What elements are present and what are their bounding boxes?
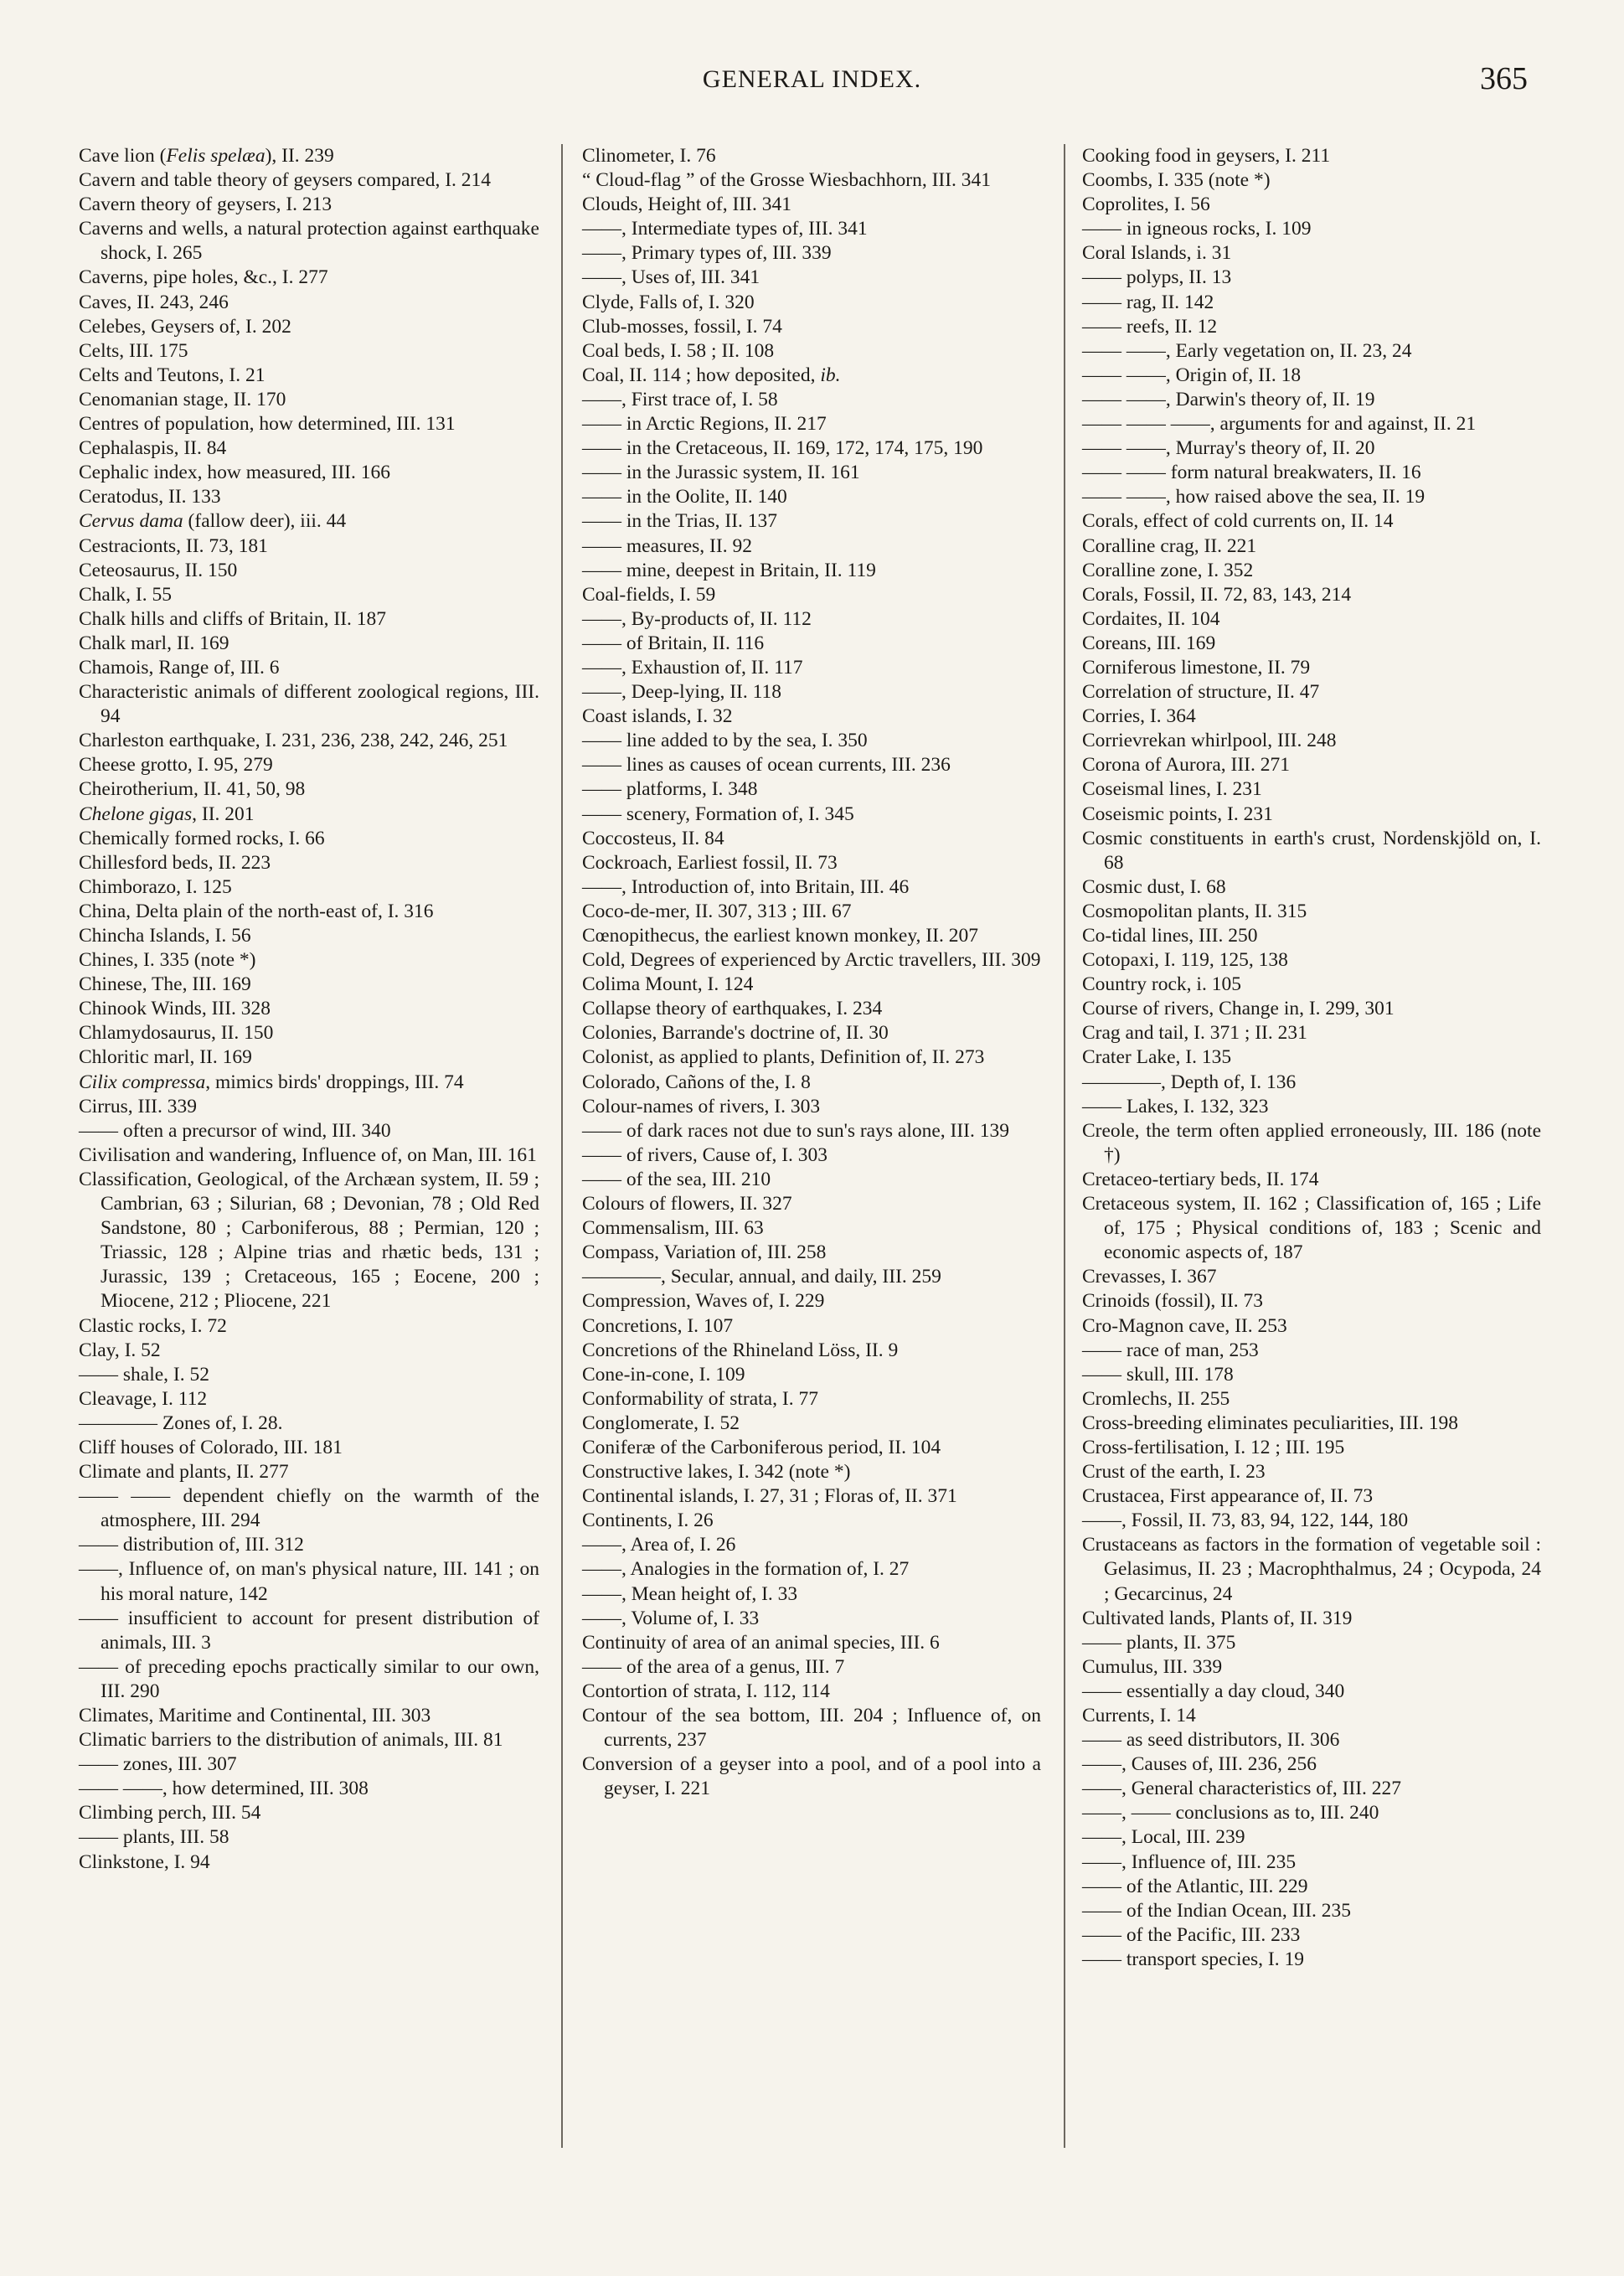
index-entry: —— in Arctic Regions, II. 217 <box>582 413 827 436</box>
index-entry: Chamois, Range of, III. 6 <box>79 656 280 679</box>
index-entry: ————, Depth of, I. 136 <box>1082 1071 1297 1093</box>
index-entry: Crust of the earth, I. 23 <box>1082 1461 1266 1484</box>
index-entry: ————, Secular, annual, and daily, III. 259 <box>582 1266 941 1288</box>
index-entry: Coombs, I. 335 (note *) <box>1082 169 1271 192</box>
index-entry: Crater Lake, I. 135 <box>1082 1046 1232 1069</box>
index-entry: Cheirotherium, II. 41, 50, 98 <box>79 778 306 801</box>
index-entry: Crustacea, First appearance of, II. 73 <box>1082 1485 1374 1508</box>
index-entry: —— skull, III. 178 <box>1082 1363 1234 1386</box>
index-entry: Cretaceo-tertiary beds, II. 174 <box>1082 1168 1319 1190</box>
index-entry: Clay, I. 52 <box>79 1339 161 1361</box>
index-entry: —— of the area of a genus, III. 7 <box>582 1655 845 1678</box>
index-entry: Concretions, I. 107 <box>582 1314 734 1337</box>
index-entry: Contour of the sea bottom, III. 204 ; Influence of, on currents, 237 <box>582 1705 1041 1752</box>
index-entry: Chimborazo, I. 125 <box>79 875 232 898</box>
index-entry: Cromlechs, II. 255 <box>1082 1387 1230 1410</box>
index-entry: Cold, Degrees of experienced by Arctic travellers, III. 309 <box>582 949 1041 972</box>
index-entry: Corniferous limestone, II. 79 <box>1082 656 1311 679</box>
index-entry: Characteristic animals of different zoological regions, III. 94 <box>79 681 539 728</box>
index-entry: Cotopaxi, I. 119, 125, 138 <box>1082 949 1288 972</box>
index-entry: —— race of man, 253 <box>1082 1339 1259 1361</box>
index-entry: ——, Deep-lying, II. 118 <box>582 681 781 704</box>
index-entry: Contortion of strata, I. 112, 114 <box>582 1680 830 1702</box>
index-entry: Classification, Geological, of the Archæan system, II. 59 ; Cambrian, 63 ; Silurian, 68 ; Devonian, 78 ; Old Red Sandstone, 80 ; Carboniferous, 88 ; Permian, 120 ; Triassic, 128 ; Alpine trias and rhætic beds, 131 ; Jurassic, 139 ; Cretaceous, 165 ; Eocene, 200 ; Miocene, 212 ; Pliocene, 221 <box>79 1168 539 1313</box>
index-entry: Cosmic dust, I. 68 <box>1082 875 1226 898</box>
index-entry: Colonist, as applied to plants, Definition of, II. 273 <box>582 1046 985 1069</box>
index-entry: Chinese, The, III. 169 <box>79 973 251 996</box>
entry-text: Cave lion ( <box>79 145 167 167</box>
index-entry: —— in igneous rocks, I. 109 <box>1082 218 1312 240</box>
index-entry: Clouds, Height of, III. 341 <box>582 194 791 216</box>
index-entry: ——, Fossil, II. 73, 83, 94, 122, 144, 180 <box>1082 1510 1409 1532</box>
index-entry: Correlation of structure, II. 47 <box>1082 681 1320 704</box>
index-entry: Cro-Magnon cave, II. 253 <box>1082 1314 1287 1337</box>
index-entry: Concretions of the Rhineland Löss, II. 9 <box>582 1339 899 1361</box>
index-entry: —— of the Indian Ocean, III. 235 <box>1082 1899 1352 1922</box>
index-entry: —— measures, II. 92 <box>582 534 752 557</box>
index-entry: Clyde, Falls of, I. 320 <box>582 291 755 313</box>
index-entry: Conformability of strata, I. 77 <box>582 1387 818 1410</box>
index-entry: —— ——, how determined, III. 308 <box>79 1778 369 1800</box>
index-entry: —— in the Cretaceous, II. 169, 172, 174, 175, 190 <box>582 437 983 460</box>
index-entry: Coal beds, I. 58 ; II. 108 <box>582 339 775 362</box>
index-entry: —— of rivers, Cause of, I. 303 <box>582 1143 828 1166</box>
index-entry: Caverns, pipe holes, &c., I. 277 <box>79 266 328 289</box>
index-entry: ——, —— conclusions as to, III. 240 <box>1082 1802 1379 1824</box>
index-entry: —— polyps, II. 13 <box>1082 266 1232 289</box>
index-entry: Coseismic points, I. 231 <box>1082 803 1273 825</box>
index-entry: Corals, effect of cold currents on, II. 14 <box>1082 510 1394 533</box>
column-rule-2 <box>1064 144 1065 2148</box>
index-entry: Cultivated lands, Plants of, II. 319 <box>1082 1607 1353 1629</box>
index-entry: Corona of Aurora, III. 271 <box>1082 754 1290 777</box>
index-entry: ——, Exhaustion of, II. 117 <box>582 656 803 679</box>
index-entry: Cross-breeding eliminates peculiarities, III. 198 <box>1082 1412 1458 1434</box>
index-entry: Chloritic marl, II. 169 <box>79 1046 252 1069</box>
index-entry: Coralline crag, II. 221 <box>1082 534 1257 557</box>
index-entry: Chalk, I. 55 <box>79 583 172 606</box>
index-entry: Cooking food in geysers, I. 211 <box>1082 145 1331 167</box>
index-entry: Cestracionts, II. 73, 181 <box>79 534 268 557</box>
index-entry: Cœnopithecus, the earliest known monkey, II. 207 <box>582 925 978 947</box>
index-column-2 <box>582 144 1041 1801</box>
index-entry: —— ——, how raised above the sea, II. 19 <box>1082 486 1426 508</box>
italic-term: Felis spelæa <box>166 145 266 167</box>
italic-term: Cilix compressa <box>79 1071 206 1093</box>
index-entry: —— ——, Murray's theory of, II. 20 <box>1082 437 1375 460</box>
entry-text: , II. 201 <box>192 803 255 825</box>
index-entry: —— distribution of, III. 312 <box>79 1534 304 1556</box>
index-entry: Country rock, i. 105 <box>1082 973 1241 996</box>
index-entry: Cretaceous system, II. 162 ; Classification of, 165 ; Life of, 175 ; Physical conditions of, 183 ; Scenic and economic aspects of, 187 <box>1082 1193 1541 1264</box>
index-entry: Clinkstone, I. 94 <box>79 1850 210 1873</box>
index-entry: Cavern and table theory of geysers compared, I. 214 <box>79 169 492 192</box>
index-entry: Chillesford beds, II. 223 <box>79 851 271 874</box>
index-entry: Colonies, Barrande's doctrine of, II. 30 <box>582 1022 889 1045</box>
index-entry: Continuity of area of an animal species, III. 6 <box>582 1631 940 1654</box>
index-entry: Ceteosaurus, II. 150 <box>79 559 238 581</box>
index-entry: —— —— ——, arguments for and against, II. 21 <box>1082 413 1477 436</box>
index-entry: Course of rivers, Change in, I. 299, 301 <box>1082 998 1395 1020</box>
index-entry: —— platforms, I. 348 <box>582 778 758 801</box>
index-entry: Caverns and wells, a natural protection against earthquake shock, I. 265 <box>79 218 539 265</box>
index-entry: Centres of population, how determined, III. 131 <box>79 413 456 436</box>
italic-term: Cervus dama <box>79 510 183 533</box>
index-entry: Coreans, III. 169 <box>1082 632 1216 654</box>
index-entry: Coast islands, I. 32 <box>582 705 733 728</box>
index-entry: Co-tidal lines, III. 250 <box>1082 925 1258 947</box>
index-entry: Civilisation and wandering, Influence of, on Man, III. 161 <box>79 1143 537 1166</box>
index-column-3 <box>1082 144 1541 1972</box>
index-entry: Clinometer, I. 76 <box>582 145 716 167</box>
index-entry: —— of the sea, III. 210 <box>582 1168 771 1190</box>
index-entry: Coral Islands, i. 31 <box>1082 242 1232 265</box>
index-entry: Coco-de-mer, II. 307, 313 ; III. 67 <box>582 900 852 922</box>
index-entry: —— as seed distributors, II. 306 <box>1082 1729 1340 1752</box>
index-entry: ——, Intermediate types of, III. 341 <box>582 218 868 240</box>
index-entry: Chines, I. 335 (note *) <box>79 949 256 972</box>
index-entry: Cordaites, II. 104 <box>1082 607 1220 630</box>
index-entry: ——, Mean height of, I. 33 <box>582 1582 798 1605</box>
index-entry: Corals, Fossil, II. 72, 83, 143, 214 <box>1082 583 1352 606</box>
index-entry <box>582 364 1041 388</box>
index-entry: Chlamydosaurus, II. 150 <box>79 1022 274 1045</box>
index-entry: Climate and plants, II. 277 <box>79 1461 289 1484</box>
index-entry: ——, General characteristics of, III. 227 <box>1082 1778 1402 1800</box>
index-entry: —— in the Jurassic system, II. 161 <box>582 462 860 484</box>
index-entry: Climates, Maritime and Continental, III. 303 <box>79 1705 431 1726</box>
index-entry: Collapse theory of earthquakes, I. 234 <box>582 998 883 1020</box>
entry-text: , mimics birds' droppings, III. 74 <box>205 1071 464 1093</box>
index-entry: Compression, Waves of, I. 229 <box>582 1290 825 1313</box>
index-entry: Coniferæ of the Carboniferous period, II. 104 <box>582 1436 941 1458</box>
index-entry: Crevasses, I. 367 <box>1082 1266 1217 1288</box>
index-entry: —— plants, III. 58 <box>79 1826 229 1849</box>
index-entry: Cliff houses of Colorado, III. 181 <box>79 1436 343 1458</box>
index-entry: Continental islands, I. 27, 31 ; Floras of, II. 371 <box>582 1485 957 1508</box>
index-entry: ——, Uses of, III. 341 <box>582 266 760 289</box>
index-entry: Commensalism, III. 63 <box>582 1217 764 1240</box>
index-entry: Cavern theory of geysers, I. 213 <box>79 194 333 216</box>
index-entry: Currents, I. 14 <box>1082 1705 1196 1726</box>
index-entry: ——, Area of, I. 26 <box>582 1534 736 1556</box>
index-entry: China, Delta plain of the north-east of, I. 316 <box>79 900 434 922</box>
index-entry: Cephalaspis, II. 84 <box>79 437 227 460</box>
index-entry: Colour-names of rivers, I. 303 <box>582 1095 821 1117</box>
index-entry: Cone-in-cone, I. 109 <box>582 1363 745 1386</box>
index-entry: Creole, the term often applied erroneously, III. 186 (note †) <box>1082 1119 1541 1166</box>
index-entry: —— of the Atlantic, III. 229 <box>1082 1875 1308 1897</box>
index-entry: Cheese grotto, I. 95, 279 <box>79 754 273 777</box>
column-rule-1 <box>561 144 563 2148</box>
index-entry: Conversion of a geyser into a pool, and of a pool into a geyser, I. 221 <box>582 1753 1041 1800</box>
index-entry: ——, Introduction of, into Britain, III. 46 <box>582 875 910 898</box>
index-entry: Celts and Teutons, I. 21 <box>79 364 266 386</box>
index-entry: Cirrus, III. 339 <box>79 1095 197 1117</box>
index-entry: —— lines as causes of ocean currents, III. 236 <box>582 754 951 777</box>
index-entry: Coal-fields, I. 59 <box>582 583 716 606</box>
index-entry: Cleavage, I. 112 <box>79 1387 208 1410</box>
index-entry: Cosmopolitan plants, II. 315 <box>1082 900 1307 922</box>
index-entry: Conglomerate, I. 52 <box>582 1412 740 1434</box>
index-entry: ——, Causes of, III. 236, 256 <box>1082 1753 1317 1776</box>
index-entry <box>79 1071 539 1095</box>
index-entry: Cumulus, III. 339 <box>1082 1655 1223 1678</box>
index-entry: —— rag, II. 142 <box>1082 291 1214 313</box>
index-entry: —— insufficient to account for present distribution of animals, III. 3 <box>79 1607 539 1654</box>
index-entry: Colorado, Cañons of the, I. 8 <box>582 1071 811 1093</box>
index-column-1 <box>79 144 539 1875</box>
page-number: 365 <box>1480 61 1528 96</box>
index-entry: Climbing perch, III. 54 <box>79 1802 261 1824</box>
index-entry: ——, Volume of, I. 33 <box>582 1607 760 1629</box>
index-entry: Compass, Variation of, III. 258 <box>582 1241 827 1264</box>
entry-text: Coal, II. 114 ; how deposited, <box>582 364 821 386</box>
index-entry: —— shale, I. 52 <box>79 1363 209 1386</box>
index-entry: Cephalic index, how measured, III. 166 <box>79 462 390 484</box>
index-entry: —— in the Oolite, II. 140 <box>582 486 787 508</box>
index-entry: Chinook Winds, III. 328 <box>79 998 271 1020</box>
index-entry: —— ——, Origin of, II. 18 <box>1082 364 1302 386</box>
italic-term: ib. <box>820 364 841 386</box>
index-entry: —— essentially a day cloud, 340 <box>1082 1680 1345 1702</box>
index-entry: Coprolites, I. 56 <box>1082 194 1210 216</box>
index-entry: —— line added to by the sea, I. 350 <box>582 730 868 752</box>
index-entry: ——, Influence of, III. 235 <box>1082 1850 1297 1873</box>
index-entry: “ Cloud-flag ” of the Grosse Wiesbachhorn, III. 341 <box>582 169 992 192</box>
index-entry: Ceratodus, II. 133 <box>79 486 221 508</box>
running-title: GENERAL INDEX. <box>702 65 922 93</box>
index-entry: Constructive lakes, I. 342 (note *) <box>582 1461 851 1484</box>
index-entry: —— in the Trias, II. 137 <box>582 510 778 533</box>
index-entry: ——, First trace of, I. 58 <box>582 388 778 410</box>
index-entry: Continents, I. 26 <box>582 1510 714 1532</box>
index-entry: —— transport species, I. 19 <box>1082 1948 1304 1970</box>
index-entry <box>79 144 539 168</box>
index-entry: —— scenery, Formation of, I. 345 <box>582 803 854 825</box>
index-entry: —— ——, Early vegetation on, II. 23, 24 <box>1082 339 1412 362</box>
index-entry: —— of dark races not due to sun's rays alone, III. 139 <box>582 1119 1010 1142</box>
index-entry: —— —— form natural breakwaters, II. 16 <box>1082 462 1421 484</box>
index-entry: Coralline zone, I. 352 <box>1082 559 1254 581</box>
index-entry: Celts, III. 175 <box>79 339 188 362</box>
index-entry: ——, Local, III. 239 <box>1082 1826 1245 1849</box>
entry-text: ), II. 239 <box>265 145 334 167</box>
index-entry: Colours of flowers, II. 327 <box>582 1193 792 1215</box>
index-entry: —— zones, III. 307 <box>79 1753 237 1776</box>
entry-text: (fallow deer), iii. 44 <box>183 510 347 533</box>
index-entry: Crinoids (fossil), II. 73 <box>1082 1290 1264 1313</box>
index-entry: Corries, I. 364 <box>1082 705 1196 728</box>
italic-term: Chelone gigas <box>79 803 193 825</box>
index-entry: Cenomanian stage, II. 170 <box>79 388 286 410</box>
index-entry: Chincha Islands, I. 56 <box>79 925 251 947</box>
index-entry: Cross-fertilisation, I. 12 ; III. 195 <box>1082 1436 1345 1458</box>
index-entry: —— mine, deepest in Britain, II. 119 <box>582 559 876 581</box>
index-entry: —— ——, Darwin's theory of, II. 19 <box>1082 388 1375 410</box>
index-entry: —— plants, II. 375 <box>1082 1631 1236 1654</box>
index-entry: Chemically formed rocks, I. 66 <box>79 827 325 849</box>
index-entry: Cockroach, Earliest fossil, II. 73 <box>582 851 838 874</box>
index-entry: Cosmic constituents in earth's crust, Nordenskjöld on, I. 68 <box>1082 827 1541 874</box>
index-entry: ———— Zones of, I. 28. <box>79 1412 283 1434</box>
index-entry: —— of Britain, II. 116 <box>582 632 765 654</box>
index-entry: Crag and tail, I. 371 ; II. 231 <box>1082 1022 1307 1045</box>
index-entry: ——, Primary types of, III. 339 <box>582 242 832 265</box>
index-entry: —— of preceding epochs practically similar to our own, III. 290 <box>79 1655 539 1702</box>
index-entry: ——, By-products of, II. 112 <box>582 607 812 630</box>
index-entry: Clastic rocks, I. 72 <box>79 1314 227 1337</box>
index-entry: —— often a precursor of wind, III. 340 <box>79 1119 391 1142</box>
index-entry: —— reefs, II. 12 <box>1082 315 1218 338</box>
index-entry: ——, Influence of, on man's physical nature, III. 141 ; on his moral nature, 142 <box>79 1558 539 1605</box>
index-entry: Corrievrekan whirlpool, III. 248 <box>1082 730 1337 752</box>
index-entry: Club-mosses, fossil, I. 74 <box>582 315 782 338</box>
index-entry: Chalk hills and cliffs of Britain, II. 187 <box>79 607 387 630</box>
index-entry: Celebes, Geysers of, I. 202 <box>79 315 291 338</box>
index-entry <box>79 509 539 534</box>
index-entry: —— of the Pacific, III. 233 <box>1082 1923 1301 1946</box>
index-entry: Charleston earthquake, I. 231, 236, 238, 242, 246, 251 <box>79 730 508 752</box>
index-entry: —— —— dependent chiefly on the warmth of the atmosphere, III. 294 <box>79 1485 539 1532</box>
index-entry: Crustaceans as factors in the formation of vegetable soil : Gelasimus, II. 23 ; Macrophthalmus, 24 ; Ocypoda, 24 ; Gecarcinus, 24 <box>1082 1534 1541 1605</box>
index-entry: Coseismal lines, I. 231 <box>1082 778 1262 801</box>
index-entry: Climatic barriers to the distribution of animals, III. 81 <box>79 1729 503 1752</box>
index-entry: Chalk marl, II. 169 <box>79 632 229 654</box>
index-entry: ——, Analogies in the formation of, I. 27 <box>582 1558 910 1581</box>
index-entry: Caves, II. 243, 246 <box>79 291 229 313</box>
index-entry: —— Lakes, I. 132, 323 <box>1082 1095 1269 1117</box>
index-entry <box>79 803 539 827</box>
index-entry: Coccosteus, II. 84 <box>582 827 724 849</box>
index-entry: Colima Mount, I. 124 <box>582 973 754 996</box>
